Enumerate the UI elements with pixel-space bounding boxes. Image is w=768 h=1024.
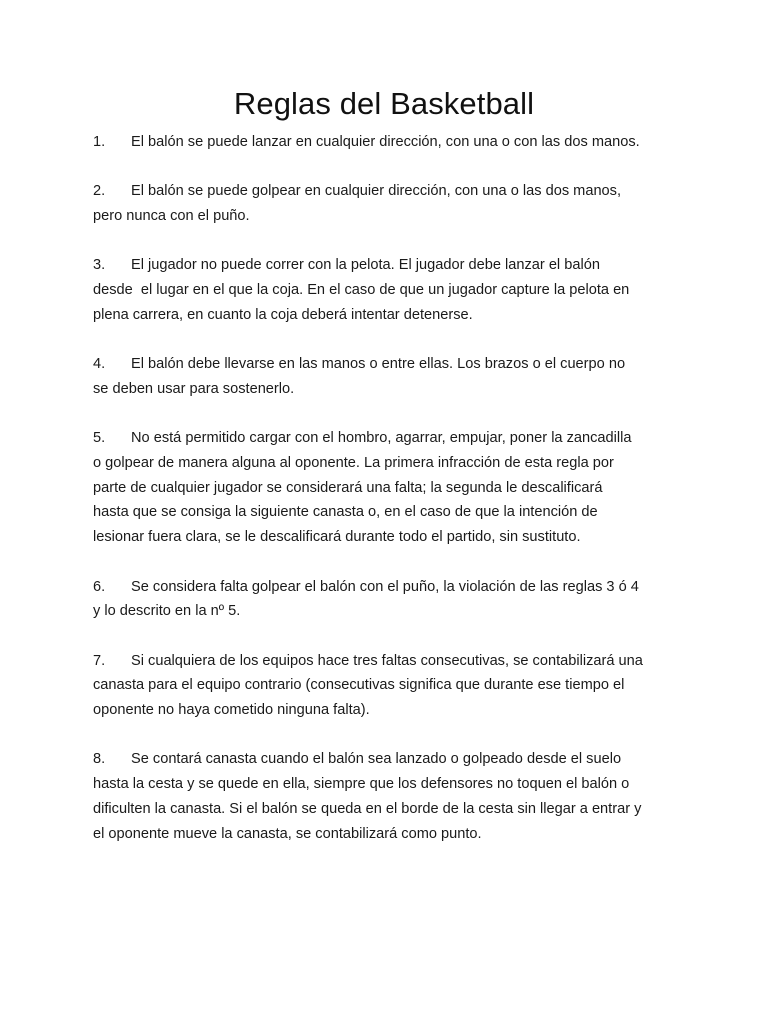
- rule-line: [93, 747, 683, 772]
- rule-item: [93, 352, 683, 401]
- rule-line: [93, 426, 683, 451]
- rule-line: se deben usar para sostenerlo.: [93, 380, 295, 397]
- rule-item: [93, 130, 683, 155]
- rule-text: El balón se puede golpear en cualquier dirección, con una o las dos manos,: [131, 183, 622, 200]
- rule-number: 2.: [93, 183, 106, 200]
- rule-item: [93, 575, 683, 624]
- rule-text: No está permitido cargar con el hombro, agarrar, empujar, poner la zancadilla: [131, 430, 632, 447]
- rule-number: 8.: [93, 751, 106, 768]
- rule-text: El balón se puede lanzar en cualquier dirección, con una o con las dos manos.: [131, 134, 640, 150]
- rule-line: [93, 649, 683, 674]
- rule-line: y lo descrito en la nº 5.: [93, 603, 241, 620]
- rule-number: 4.: [93, 356, 106, 373]
- rule-text: El jugador no puede correr con la pelota. El jugador debe lanzar el balón: [131, 257, 600, 274]
- rule-number: 3.: [93, 257, 106, 274]
- rule-line: hasta que se consiga la siguiente canasta o, en el caso de que la intención de: [93, 504, 598, 521]
- rule-text: El balón debe llevarse en las manos o entre ellas. Los brazos o el cuerpo no: [131, 356, 626, 373]
- rule-number: 1.: [93, 134, 106, 150]
- rule-line: el oponente mueve la canasta, se contabilizará como punto.: [93, 825, 482, 842]
- rule-line: [93, 352, 683, 377]
- rule-line: desde el lugar en el que la coja. En el caso de que un jugador capture la pelota en: [93, 282, 630, 299]
- rule-text: Se considera falta golpear el balón con el puño, la violación de las reglas 3 ó 4: [131, 578, 639, 595]
- rule-line: lesionar fuera clara, se le descalificará durante todo el partido, sin sustituto.: [93, 529, 581, 546]
- rule-line: [93, 130, 683, 155]
- rule-item: [93, 747, 683, 846]
- rule-line: pero nunca con el puño.: [93, 208, 250, 225]
- rule-line: oponente no haya cometido ninguna falta).: [93, 702, 370, 719]
- rule-line: dificulten la canasta. Si el balón se queda en el borde de la cesta sin llegar a entrar y: [93, 800, 642, 817]
- rule-line: [93, 575, 683, 600]
- rule-line: canasta para el equipo contrario (consecutivas significa que durante ese tiempo el: [93, 677, 625, 694]
- rule-item: [93, 426, 683, 550]
- rule-text: Si cualquiera de los equipos hace tres faltas consecutivas, se contabilizará una: [131, 652, 643, 669]
- rule-item: [93, 179, 683, 228]
- rules-list: [93, 130, 683, 846]
- rule-line: parte de cualquier jugador se considerará una falta; la segunda le descalificará: [93, 479, 603, 496]
- rule-number: 5.: [93, 430, 106, 447]
- rule-line: [93, 179, 683, 204]
- rule-line: [93, 253, 683, 278]
- rule-number: 7.: [93, 652, 106, 669]
- rule-text: Se contará canasta cuando el balón sea lanzado o golpeado desde el suelo: [131, 751, 622, 768]
- rule-line: o golpear de manera alguna al oponente. La primera infracción de esta regla por: [93, 455, 614, 472]
- document-title: Reglas del Basketball: [233, 86, 535, 121]
- rule-item: [93, 649, 683, 723]
- rule-line: plena carrera, en cuanto la coja deberá intentar detenerse.: [93, 306, 473, 323]
- rule-number: 6.: [93, 578, 106, 595]
- rule-item: [93, 253, 683, 327]
- rule-line: hasta la cesta y se quede en ella, siempre que los defensores no toquen el balón o: [93, 776, 630, 793]
